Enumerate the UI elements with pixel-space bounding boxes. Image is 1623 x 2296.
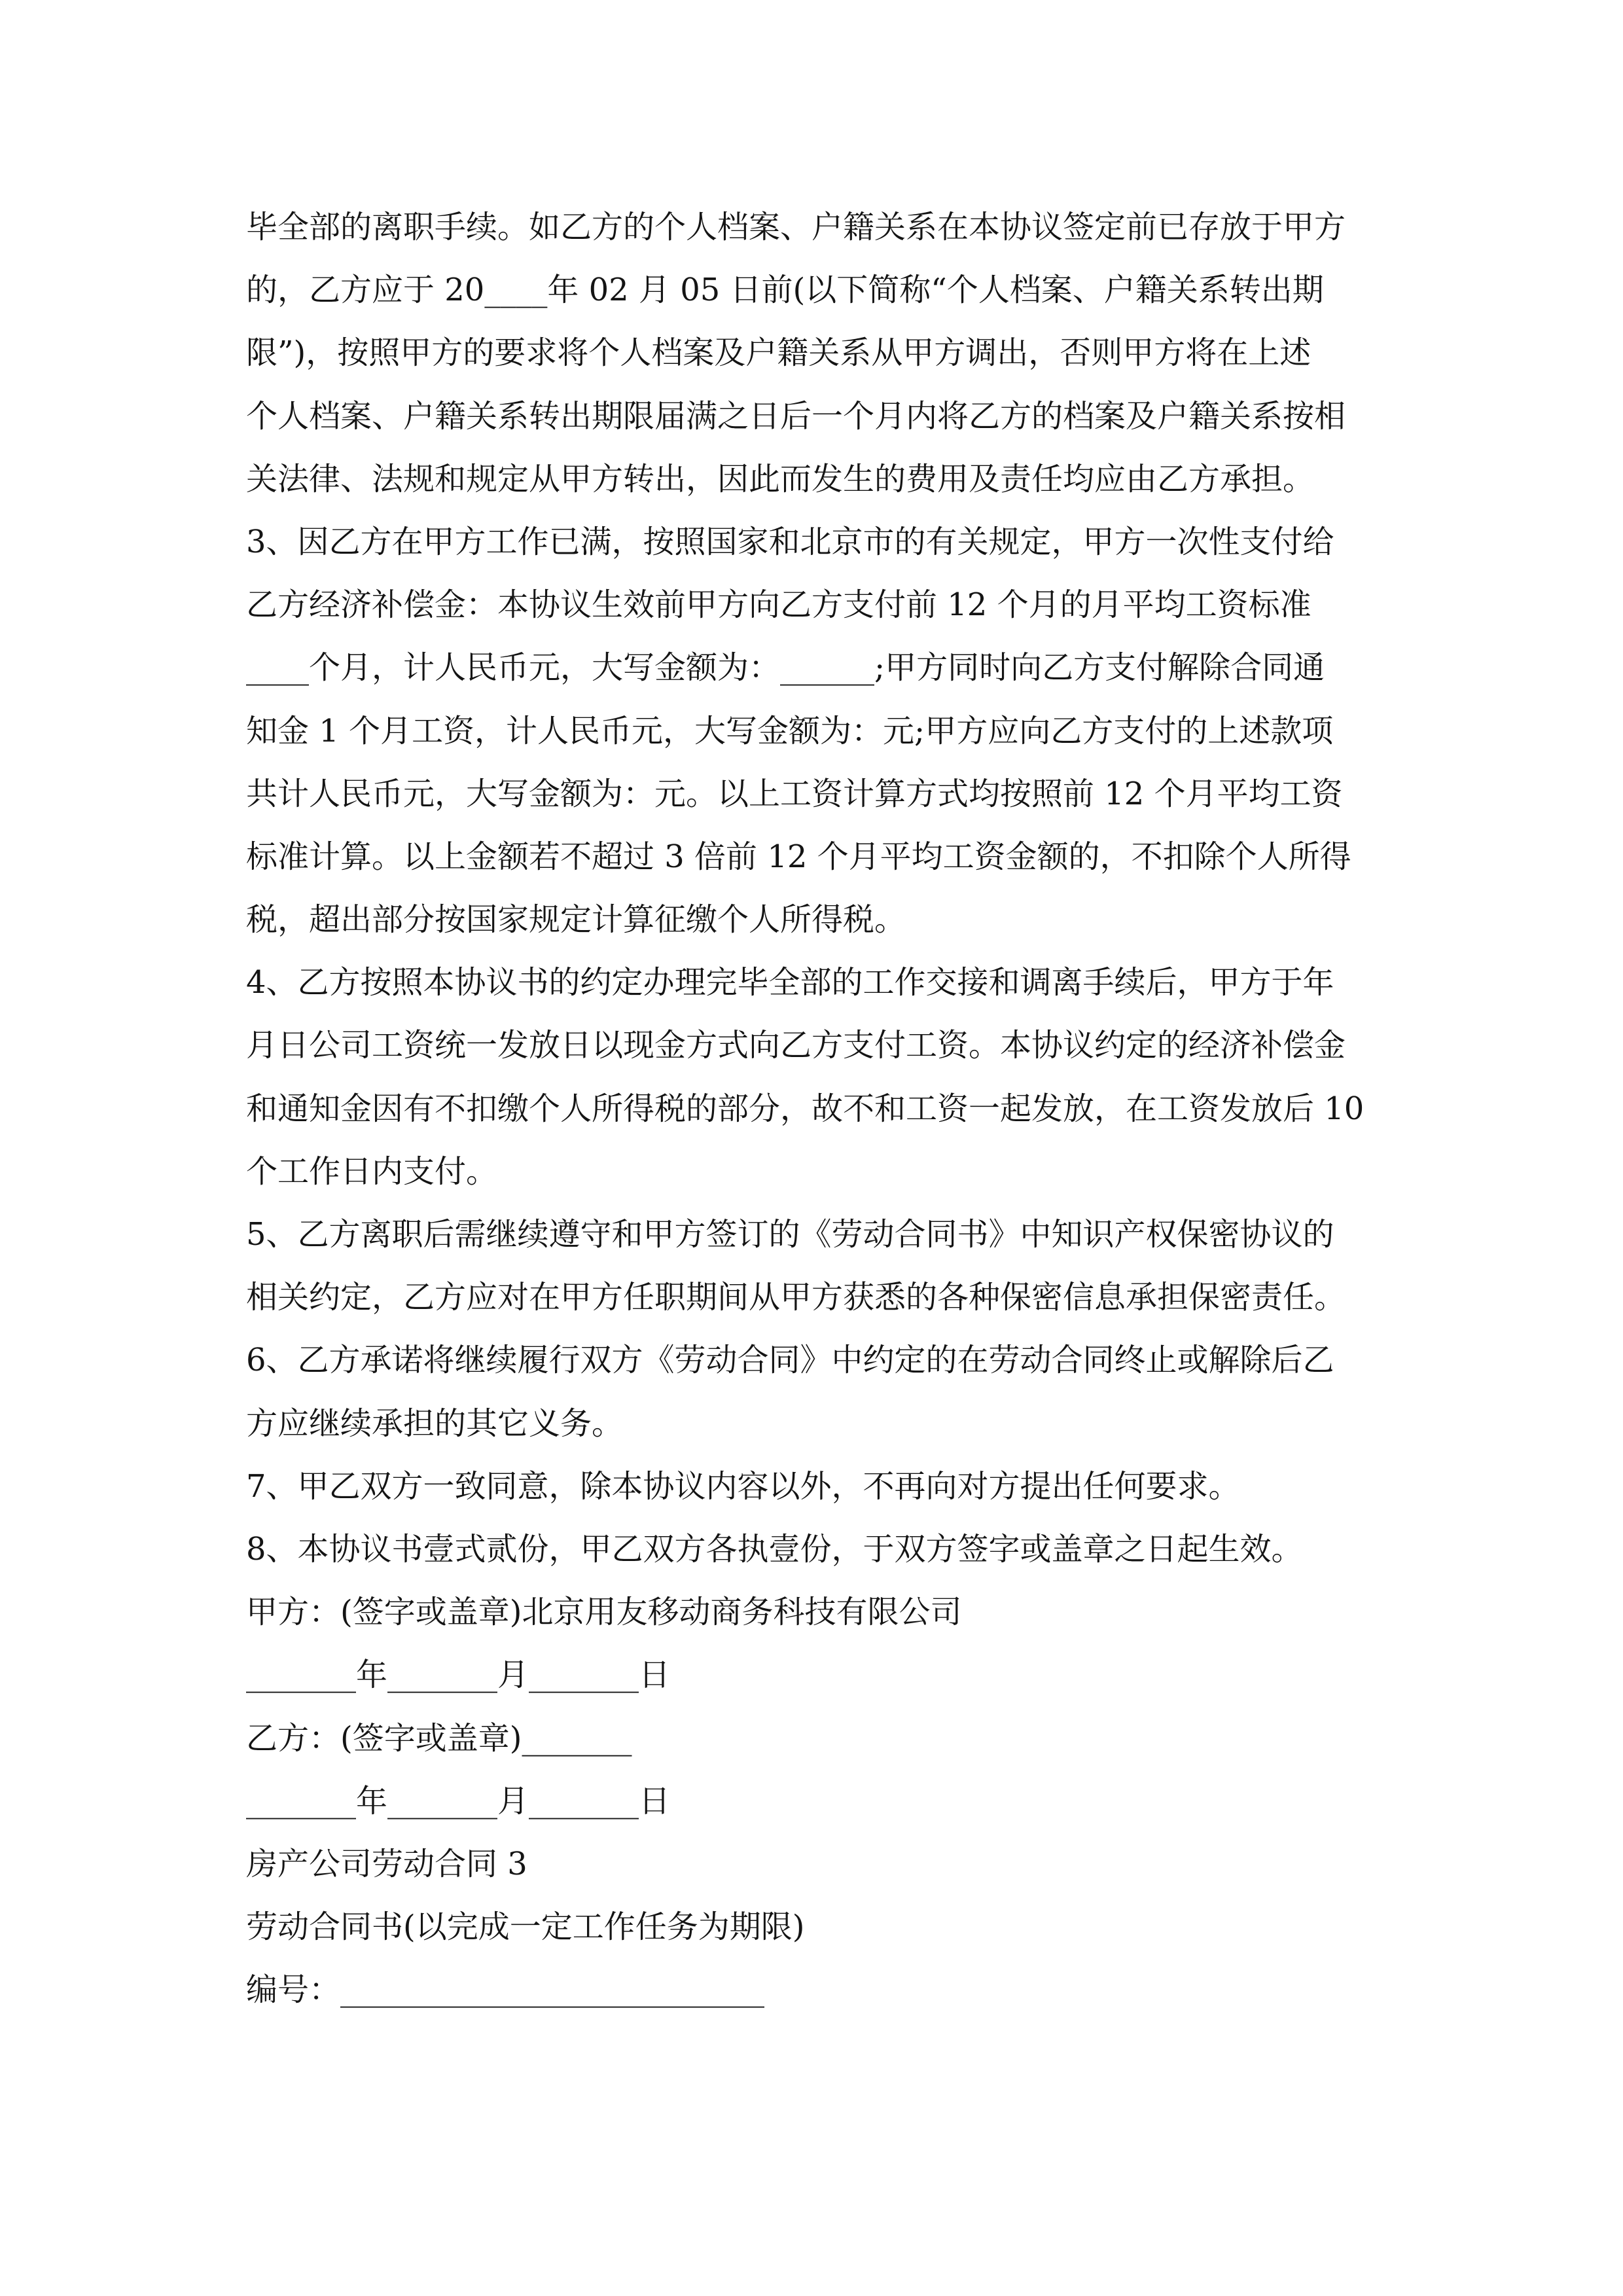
text-line: 方应继续承担的其它义务。 xyxy=(246,1405,624,1442)
clause-4-line: 4、乙方按照本协议书的约定办理完毕全部的工作交接和调离手续后，甲方于年 xyxy=(246,964,1334,1001)
text-line: 共计人民币元，大写金额为：元。以上工资计算方式均按照前 12 个月平均工资 xyxy=(246,775,1343,812)
document-body xyxy=(246,196,1388,2021)
clause-5-line: 5、乙方离职后需继续遵守和甲方签订的《劳动合同书》中知识产权保密协议的 xyxy=(246,1216,1334,1253)
clause-3-line: 3、因乙方在甲方工作已满，按照国家和北京市的有关规定，甲方一次性支付给 xyxy=(246,523,1334,560)
section-title: 房产公司劳动合同 3 xyxy=(246,1845,527,1882)
clause-7-line: 7、甲乙双方一致同意，除本协议内容以外，不再向对方提出任何要求。 xyxy=(246,1467,1240,1505)
text-line: 标准计算。以上金额若不超过 3 倍前 12 个月平均工资金额的，不扣除个人所得 xyxy=(246,838,1351,875)
text-line: 个人档案、户籍关系转出期限届满之日后一个月内将乙方的档案及户籍关系按相 xyxy=(246,397,1346,435)
text-line: 和通知金因有不扣缴个人所得税的部分，故不和工资一起发放，在工资发放后 10 xyxy=(246,1090,1364,1127)
text-line: 知金 1 个月工资，计人民币元，大写金额为：元;甲方应向乙方支付的上述款项 xyxy=(246,712,1334,749)
text-line: 相关约定，乙方应对在甲方任职期间从甲方获悉的各种保密信息承担保密责任。 xyxy=(246,1279,1346,1316)
text-line: ____个月，计人民币元，大写金额为：______;甲方同时向乙方支付解除合同通 xyxy=(246,649,1325,687)
clause-6-line: 6、乙方承诺将继续履行双方《劳动合同》中约定的在劳动合同终止或解除后乙 xyxy=(246,1342,1334,1379)
text-line: 关法律、法规和规定从甲方转出，因此而发生的费用及责任均应由乙方承担。 xyxy=(246,460,1315,497)
clause-8-line: 8、本协议书壹式贰份，甲乙双方各执壹份，于双方签字或盖章之日起生效。 xyxy=(246,1530,1303,1568)
party-a-signature-line: 甲方：(签字或盖章)北京用友移动商务科技有限公司 xyxy=(246,1594,962,1631)
text-line: 月日公司工资统一发放日以现金方式向乙方支付工资。本协议约定的经济补偿金 xyxy=(246,1027,1346,1064)
party-b-signature-line: 乙方：(签字或盖章)_______ xyxy=(246,1719,632,1757)
text-line: 限”)，按照甲方的要求将个人档案及户籍关系从甲方调出，否则甲方将在上述 xyxy=(246,334,1311,372)
text-line: 税，超出部分按国家规定计算征缴个人所得税。 xyxy=(246,901,906,939)
contract-title: 劳动合同书(以完成一定工作任务为期限) xyxy=(246,1909,805,1946)
contract-number-line: 编号：___________________________ xyxy=(246,1971,765,2009)
party-a-date-line: _______年_______月_______日 xyxy=(246,1657,671,1694)
text-line: 的，乙方应于 20____年 02 月 05 日前(以下简称“个人档案、户籍关系转出期 xyxy=(246,272,1324,309)
text-line: 乙方经济补偿金：本协议生效前甲方向乙方支付前 12 个月的月平均工资标准 xyxy=(246,586,1311,624)
text-line: 个工作日内支付。 xyxy=(246,1153,498,1190)
text-line: 毕全部的离职手续。如乙方的个人档案、户籍关系在本协议签定前已存放于甲方 xyxy=(246,209,1346,245)
party-b-date-line: _______年_______月_______日 xyxy=(246,1782,671,1820)
